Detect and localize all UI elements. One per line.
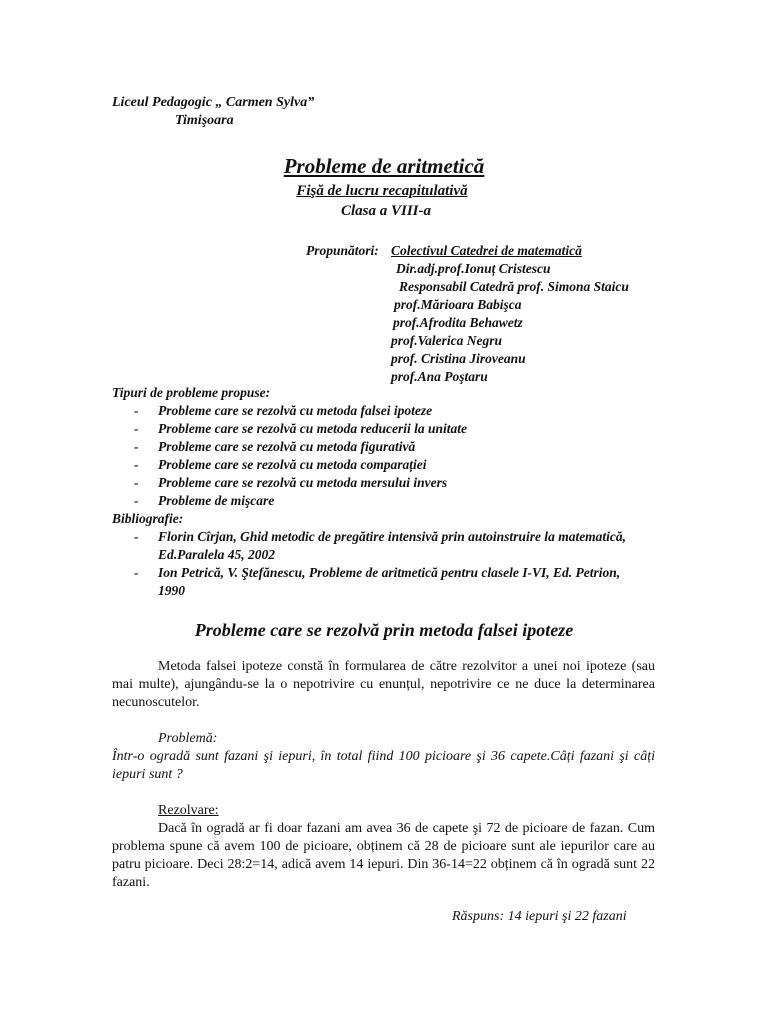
list-item: - Ion Petrică, V. Ştefănescu, Probleme de aritmetică pentru clasele I-VI, Ed. Petrion, 1990 xyxy=(134,565,621,598)
proposers-label: Propunători: xyxy=(306,243,379,258)
proposer-author: Dir.adj.prof.Ionuț Cristescu xyxy=(396,261,551,276)
document-subtitle: Fişă de lucru recapitulativă xyxy=(296,183,468,199)
list-item: - Probleme care se rezolvă cu metoda mersului invers xyxy=(134,475,448,490)
answer-text: Răspuns: 14 iepuri şi 22 fazani xyxy=(452,909,627,924)
list-item: - Probleme care se rezolvă cu metoda reducerii la unitate xyxy=(134,421,467,436)
list-item: - Probleme care se rezolvă cu metoda comparației xyxy=(134,457,427,472)
bibliography-heading: Bibliografie: xyxy=(112,511,184,526)
proposer-author: prof.Mărioara Babişca xyxy=(394,297,522,312)
school-city: Timişoara xyxy=(175,113,234,128)
proposer-author: prof. Cristina Jiroveanu xyxy=(391,351,526,366)
bibliography-list xyxy=(112,528,648,600)
list-item: - Probleme care se rezolvă cu metoda figurativă xyxy=(134,439,416,454)
list-dash: - xyxy=(134,403,139,418)
proposer-author: prof.Afrodita Behawetz xyxy=(393,315,523,330)
solution-label: Rezolvare: xyxy=(158,803,219,818)
class-line: Clasa a VIII-a xyxy=(340,203,432,219)
list-dash: - xyxy=(134,529,139,544)
section-title: Probleme care se rezolvă prin metoda falsei ipoteze xyxy=(194,620,574,640)
list-dash: - xyxy=(134,475,139,490)
list-item: - Probleme de mişcare xyxy=(134,493,275,508)
problem-types-heading: Tipuri de probleme propuse: xyxy=(112,385,271,400)
document-title: Probleme de aritmetică xyxy=(283,154,485,178)
intro-paragraph: Metoda falsei ipoteze constă în formularea de către rezolvitor a unei noi ipoteze (sau mai multe), ajungându-se la o nepotrivire cu enunțul, nepotrivire ce ne duce la determinarea necunoscutelor. xyxy=(112,659,655,710)
proposer-author: Responsabil Catedră prof. Simona Staicu xyxy=(399,279,629,294)
list-dash: - xyxy=(134,421,139,436)
problem-statement: Într-o ogradă sunt fazani şi iepuri, în total fiind 100 picioare şi 36 capete.Câți fazani şi câți iepuri sunt ? xyxy=(112,749,655,782)
school-name: Liceul Pedagogic „ Carmen Sylva” xyxy=(112,95,315,110)
list-dash: - xyxy=(134,439,139,454)
list-dash: - xyxy=(134,493,139,508)
proposer-author: Colectivul Catedrei de matematică xyxy=(391,243,582,258)
problem-label: Problemă: xyxy=(158,731,218,746)
list-dash: - xyxy=(134,457,139,472)
list-dash: - xyxy=(134,565,139,580)
solution-text: Dacă în ogradă ar fi doar fazani am avea 36 de capete şi 72 de picioare de fazan. Cum problema spune că avem 100 de picioare, obținem că 28 de picioare sunt ale iepurilor care au patru picioare. Deci 28:2=14, adică avem 14 iepuri. Din 36-14=22 obținem că în ogradă sunt 22 fazani. xyxy=(112,821,655,890)
problem-types-list xyxy=(112,402,467,510)
list-item: - Probleme care se rezolvă cu metoda falsei ipoteze xyxy=(134,403,433,418)
list-item: - Florin Cîrjan, Ghid metodic de pregătire intensivă prin autoinstruire la matematică, Ed.Paralela 45, 2002 xyxy=(134,529,627,562)
proposer-author: prof.Valerica Negru xyxy=(391,333,502,348)
proposer-author: prof.Ana Poştaru xyxy=(391,369,488,384)
